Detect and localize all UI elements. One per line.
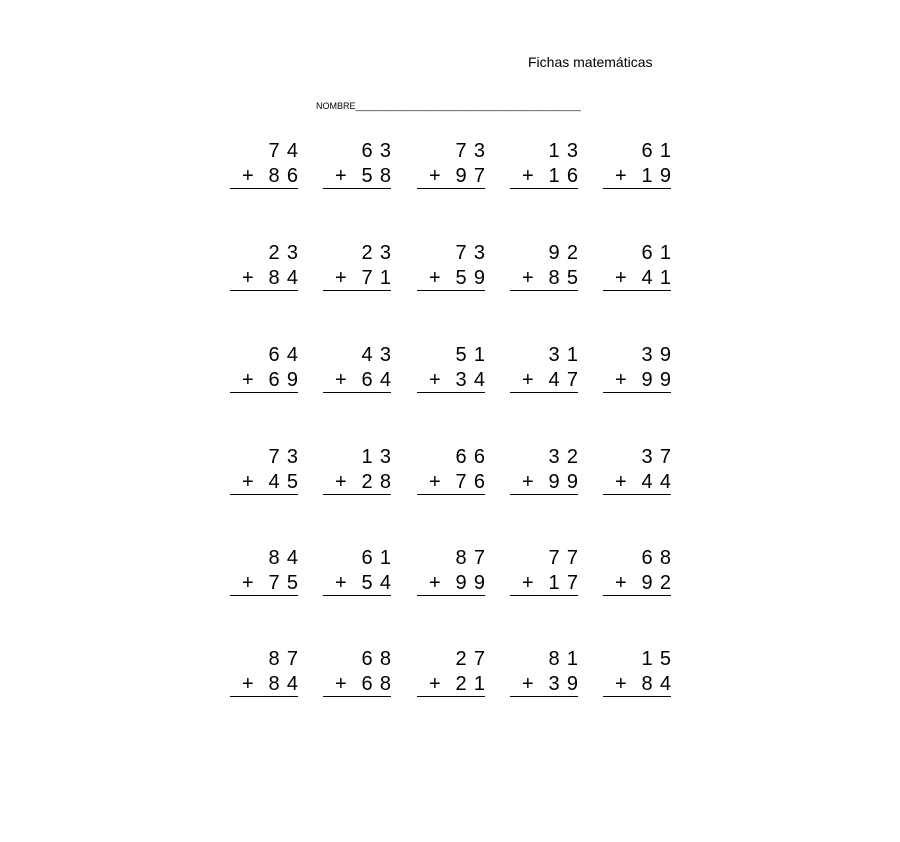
- digit: 4: [659, 471, 671, 493]
- digit: 9: [455, 572, 467, 594]
- plus-sign: +: [615, 267, 627, 289]
- digit: 8: [379, 165, 391, 187]
- digit: 2: [566, 242, 578, 264]
- answer-line: [510, 392, 578, 393]
- digit: 9: [659, 369, 671, 391]
- digit: 8: [268, 547, 280, 569]
- addition-problem: [603, 140, 671, 192]
- plus-sign: +: [242, 572, 254, 594]
- addition-problem: [230, 648, 298, 700]
- digit: 3: [286, 446, 298, 468]
- digit: 3: [379, 344, 391, 366]
- top-addend: [510, 242, 578, 264]
- top-addend: [417, 344, 485, 366]
- digit: 1: [473, 673, 485, 695]
- top-addend: [510, 140, 578, 162]
- addition-problem: [510, 140, 578, 192]
- digit: 4: [286, 673, 298, 695]
- digit: 4: [286, 344, 298, 366]
- addition-problem: [230, 242, 298, 294]
- addition-problem: [603, 344, 671, 396]
- digit: 5: [566, 267, 578, 289]
- digit: 1: [379, 267, 391, 289]
- plus-sign: +: [335, 673, 347, 695]
- digit: 8: [548, 267, 560, 289]
- answer-line: [230, 392, 298, 393]
- top-addend: [510, 547, 578, 569]
- top-addend: [603, 140, 671, 162]
- bottom-addend: [417, 673, 485, 695]
- plus-sign: +: [242, 165, 254, 187]
- plus-sign: +: [615, 471, 627, 493]
- addition-problem: [323, 547, 391, 599]
- addition-problem: [510, 648, 578, 700]
- digit: 8: [659, 547, 671, 569]
- digit: 9: [659, 344, 671, 366]
- top-addend: [603, 446, 671, 468]
- digit: 6: [566, 165, 578, 187]
- addition-problem: [417, 242, 485, 294]
- digit: 9: [548, 471, 560, 493]
- plus-sign: +: [429, 369, 441, 391]
- plus-sign: +: [242, 673, 254, 695]
- digit: 1: [641, 648, 653, 670]
- addition-problem: [323, 446, 391, 498]
- digit: 7: [286, 648, 298, 670]
- top-addend: [417, 648, 485, 670]
- addition-problem: [417, 547, 485, 599]
- digit: 9: [473, 572, 485, 594]
- addition-problem: [603, 547, 671, 599]
- bottom-addend: [603, 165, 671, 187]
- digit: 8: [268, 648, 280, 670]
- plus-sign: +: [429, 572, 441, 594]
- answer-line: [323, 494, 391, 495]
- digit: 1: [659, 242, 671, 264]
- digit: 8: [268, 267, 280, 289]
- bottom-addend: [323, 471, 391, 493]
- plus-sign: +: [429, 471, 441, 493]
- digit: 8: [268, 165, 280, 187]
- digit: 1: [566, 344, 578, 366]
- digit: 6: [455, 446, 467, 468]
- plus-sign: +: [335, 165, 347, 187]
- digit: 1: [379, 547, 391, 569]
- bottom-addend: [510, 267, 578, 289]
- answer-line: [603, 595, 671, 596]
- answer-line: [323, 392, 391, 393]
- plus-sign: +: [522, 165, 534, 187]
- bottom-addend: [417, 572, 485, 594]
- answer-line: [510, 595, 578, 596]
- top-addend: [417, 140, 485, 162]
- bottom-addend: [417, 165, 485, 187]
- addition-problem: [230, 140, 298, 192]
- digit: 7: [455, 471, 467, 493]
- digit: 4: [361, 344, 373, 366]
- digit: 4: [286, 140, 298, 162]
- top-addend: [603, 344, 671, 366]
- top-addend: [323, 547, 391, 569]
- digit: 2: [361, 242, 373, 264]
- answer-line: [510, 494, 578, 495]
- plus-sign: +: [429, 165, 441, 187]
- top-addend: [230, 446, 298, 468]
- bottom-addend: [603, 471, 671, 493]
- digit: 3: [379, 242, 391, 264]
- digit: 5: [361, 165, 373, 187]
- digit: 8: [379, 673, 391, 695]
- digit: 5: [455, 344, 467, 366]
- top-addend: [510, 648, 578, 670]
- answer-line: [417, 595, 485, 596]
- plus-sign: +: [242, 369, 254, 391]
- digit: 6: [286, 165, 298, 187]
- bottom-addend: [323, 267, 391, 289]
- bottom-addend: [323, 369, 391, 391]
- digit: 7: [361, 267, 373, 289]
- digit: 6: [361, 648, 373, 670]
- plus-sign: +: [522, 673, 534, 695]
- bottom-addend: [230, 267, 298, 289]
- digit: 3: [455, 369, 467, 391]
- digit: 7: [268, 140, 280, 162]
- digit: 3: [379, 446, 391, 468]
- top-addend: [230, 242, 298, 264]
- addition-problem: [230, 547, 298, 599]
- answer-line: [230, 595, 298, 596]
- addition-problem: [323, 648, 391, 700]
- digit: 4: [641, 471, 653, 493]
- addition-problem: [417, 446, 485, 498]
- addition-problem: [323, 242, 391, 294]
- digit: 7: [455, 140, 467, 162]
- answer-line: [230, 290, 298, 291]
- top-addend: [230, 648, 298, 670]
- top-addend: [510, 344, 578, 366]
- top-addend: [603, 648, 671, 670]
- answer-line: [417, 290, 485, 291]
- answer-line: [603, 392, 671, 393]
- digit: 9: [548, 242, 560, 264]
- digit: 1: [473, 344, 485, 366]
- digit: 9: [659, 165, 671, 187]
- digit: 5: [286, 572, 298, 594]
- digit: 7: [473, 547, 485, 569]
- digit: 6: [641, 547, 653, 569]
- digit: 1: [641, 165, 653, 187]
- bottom-addend: [230, 471, 298, 493]
- top-addend: [323, 648, 391, 670]
- digit: 1: [659, 267, 671, 289]
- bottom-addend: [417, 369, 485, 391]
- top-addend: [323, 242, 391, 264]
- addition-problem: [510, 344, 578, 396]
- plus-sign: +: [429, 673, 441, 695]
- bottom-addend: [603, 267, 671, 289]
- digit: 6: [268, 344, 280, 366]
- answer-line: [603, 696, 671, 697]
- bottom-addend: [230, 572, 298, 594]
- answer-line: [603, 290, 671, 291]
- digit: 3: [548, 446, 560, 468]
- plus-sign: +: [242, 267, 254, 289]
- digit: 4: [379, 572, 391, 594]
- digit: 1: [548, 165, 560, 187]
- top-addend: [323, 140, 391, 162]
- top-addend: [230, 344, 298, 366]
- answer-line: [323, 290, 391, 291]
- answer-line: [230, 188, 298, 189]
- plus-sign: +: [522, 369, 534, 391]
- digit: 3: [473, 140, 485, 162]
- name-field-label: NOMBRE_____________________________________________: [316, 101, 581, 111]
- bottom-addend: [417, 471, 485, 493]
- bottom-addend: [510, 673, 578, 695]
- digit: 5: [361, 572, 373, 594]
- answer-line: [323, 188, 391, 189]
- digit: 6: [641, 242, 653, 264]
- digit: 6: [473, 471, 485, 493]
- digit: 9: [455, 165, 467, 187]
- plus-sign: +: [615, 165, 627, 187]
- addition-problem: [510, 446, 578, 498]
- digit: 4: [286, 267, 298, 289]
- plus-sign: +: [615, 572, 627, 594]
- answer-line: [417, 696, 485, 697]
- digit: 8: [548, 648, 560, 670]
- digit: 2: [455, 648, 467, 670]
- answer-line: [323, 696, 391, 697]
- digit: 2: [455, 673, 467, 695]
- digit: 3: [473, 242, 485, 264]
- bottom-addend: [230, 165, 298, 187]
- digit: 9: [566, 673, 578, 695]
- top-addend: [323, 446, 391, 468]
- digit: 5: [455, 267, 467, 289]
- digit: 1: [361, 446, 373, 468]
- addition-problem: [323, 140, 391, 192]
- digit: 8: [455, 547, 467, 569]
- digit: 7: [455, 242, 467, 264]
- top-addend: [417, 242, 485, 264]
- digit: 5: [659, 648, 671, 670]
- answer-line: [510, 290, 578, 291]
- plus-sign: +: [522, 471, 534, 493]
- bottom-addend: [510, 369, 578, 391]
- bottom-addend: [603, 673, 671, 695]
- digit: 3: [379, 140, 391, 162]
- addition-problem: [230, 446, 298, 498]
- answer-line: [510, 696, 578, 697]
- answer-line: [230, 494, 298, 495]
- top-addend: [230, 140, 298, 162]
- addition-problem: [603, 648, 671, 700]
- digit: 6: [641, 140, 653, 162]
- plus-sign: +: [335, 267, 347, 289]
- bottom-addend: [323, 572, 391, 594]
- bottom-addend: [510, 165, 578, 187]
- digit: 3: [548, 344, 560, 366]
- plus-sign: +: [335, 572, 347, 594]
- digit: 1: [548, 140, 560, 162]
- digit: 7: [548, 547, 560, 569]
- plus-sign: +: [335, 369, 347, 391]
- digit: 7: [566, 369, 578, 391]
- digit: 7: [268, 572, 280, 594]
- digit: 9: [286, 369, 298, 391]
- answer-line: [417, 392, 485, 393]
- digit: 7: [659, 446, 671, 468]
- addition-problem: [603, 242, 671, 294]
- answer-line: [603, 188, 671, 189]
- digit: 3: [641, 344, 653, 366]
- digit: 7: [566, 547, 578, 569]
- digit: 8: [641, 673, 653, 695]
- digit: 2: [361, 471, 373, 493]
- digit: 8: [379, 648, 391, 670]
- bottom-addend: [510, 572, 578, 594]
- digit: 4: [641, 267, 653, 289]
- digit: 3: [286, 242, 298, 264]
- digit: 4: [286, 547, 298, 569]
- digit: 5: [286, 471, 298, 493]
- digit: 4: [659, 673, 671, 695]
- digit: 8: [379, 471, 391, 493]
- plus-sign: +: [615, 369, 627, 391]
- bottom-addend: [230, 673, 298, 695]
- top-addend: [603, 547, 671, 569]
- digit: 6: [473, 446, 485, 468]
- addition-problem: [510, 547, 578, 599]
- answer-line: [510, 188, 578, 189]
- digit: 8: [268, 673, 280, 695]
- digit: 1: [659, 140, 671, 162]
- digit: 6: [361, 369, 373, 391]
- digit: 3: [641, 446, 653, 468]
- digit: 9: [473, 267, 485, 289]
- top-addend: [417, 547, 485, 569]
- plus-sign: +: [242, 471, 254, 493]
- addition-problem: [230, 344, 298, 396]
- addition-problem: [323, 344, 391, 396]
- digit: 3: [566, 140, 578, 162]
- digit: 7: [473, 648, 485, 670]
- digit: 6: [268, 369, 280, 391]
- answer-line: [417, 188, 485, 189]
- bottom-addend: [603, 369, 671, 391]
- top-addend: [510, 446, 578, 468]
- addition-problem: [417, 344, 485, 396]
- digit: 9: [641, 572, 653, 594]
- digit: 3: [548, 673, 560, 695]
- digit: 9: [566, 471, 578, 493]
- bottom-addend: [417, 267, 485, 289]
- answer-line: [417, 494, 485, 495]
- digit: 2: [566, 446, 578, 468]
- plus-sign: +: [522, 267, 534, 289]
- digit: 7: [473, 165, 485, 187]
- digit: 6: [361, 673, 373, 695]
- digit: 4: [379, 369, 391, 391]
- digit: 9: [641, 369, 653, 391]
- digit: 6: [361, 547, 373, 569]
- digit: 7: [566, 572, 578, 594]
- addition-problem: [417, 648, 485, 700]
- digit: 2: [659, 572, 671, 594]
- answer-line: [323, 595, 391, 596]
- digit: 4: [473, 369, 485, 391]
- top-addend: [603, 242, 671, 264]
- bottom-addend: [603, 572, 671, 594]
- plus-sign: +: [429, 267, 441, 289]
- answer-line: [230, 696, 298, 697]
- plus-sign: +: [615, 673, 627, 695]
- digit: 2: [268, 242, 280, 264]
- worksheet-title: Fichas matemáticas: [528, 54, 653, 70]
- digit: 4: [268, 471, 280, 493]
- bottom-addend: [323, 673, 391, 695]
- addition-problem: [417, 140, 485, 192]
- bottom-addend: [323, 165, 391, 187]
- digit: 1: [566, 648, 578, 670]
- digit: 6: [361, 140, 373, 162]
- bottom-addend: [230, 369, 298, 391]
- digit: 1: [548, 572, 560, 594]
- answer-line: [603, 494, 671, 495]
- bottom-addend: [510, 471, 578, 493]
- digit: 4: [548, 369, 560, 391]
- top-addend: [230, 547, 298, 569]
- digit: 7: [268, 446, 280, 468]
- addition-problem: [603, 446, 671, 498]
- plus-sign: +: [335, 471, 347, 493]
- top-addend: [417, 446, 485, 468]
- addition-problem: [510, 242, 578, 294]
- plus-sign: +: [522, 572, 534, 594]
- top-addend: [323, 344, 391, 366]
